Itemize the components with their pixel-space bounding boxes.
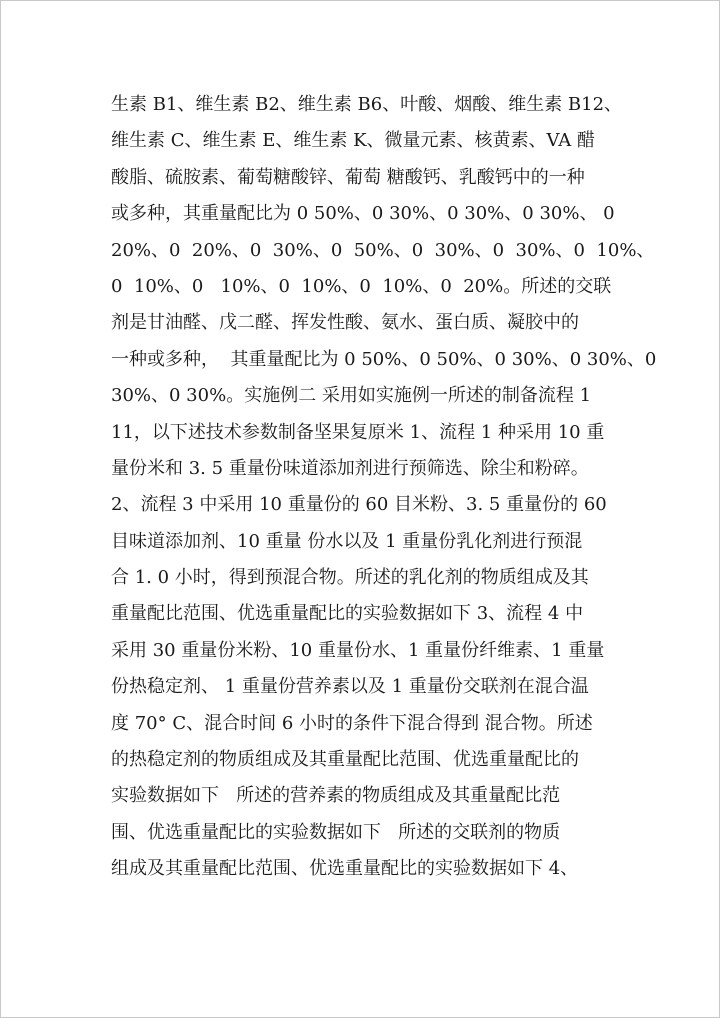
text-line: 酸脂、硫胺素、葡萄糖酸锌、葡萄 糖酸钙、乳酸钙中的一种	[111, 166, 585, 188]
text-line: 2、流程 3 中采用 10 重量份的 60 目米粉、3. 5 重量份的 60	[111, 494, 607, 516]
text-line: 的热稳定剂的物质组成及其重量配比范围、优选重量配比的	[111, 749, 579, 771]
text-line: 11，以下述技术参数制备坚果复原米 1、流程 1 种采用 10 重	[111, 421, 605, 443]
text-line: 量份米和 3. 5 重量份味道添加剂进行预筛选、除尘和粉碎。	[111, 457, 589, 479]
text-line: 重量配比范围、优选重量配比的实验数据如下 3、流程 4 中	[111, 603, 584, 625]
text-line: 生素 B1、维生素 B2、维生素 B6、叶酸、烟酸、维生素 B12、	[111, 94, 623, 115]
text-line: 采用 30 重量份米粉、10 重量份水、1 重量份纤维素、1 重量	[111, 639, 605, 661]
text-line: 30%、0 30%。实施例二 采用如实施例一所述的制备流程 1	[111, 385, 592, 407]
text-line: 0 10%、0 10%、0 10%、0 10%、0 20%。所述的交联	[111, 275, 612, 297]
text-line: 组成及其重量配比范围、优选重量配比的实验数据如下 4、	[111, 858, 579, 880]
text-line: 一种或多种， 其重量配比为 0 50%、0 50%、0 30%、0 30%、0	[111, 348, 657, 370]
text-line: 份热稳定剂、 1 重量份营养素以及 1 重量份交联剂在混合温	[111, 676, 589, 698]
body-text	[111, 87, 657, 888]
text-line: 或多种，其重量配比为 0 50%、0 30%、0 30%、0 30%、 0	[111, 203, 615, 225]
text-line: 20%、0 20%、0 30%、0 50%、0 30%、0 30%、0 10%、	[111, 239, 655, 261]
text-line: 剂是甘油醛、戊二醛、挥发性酸、氨水、蛋白质、凝胶中的	[111, 312, 579, 334]
text-line: 目味道添加剂、10 重量 份水以及 1 重量份乳化剂进行预混	[111, 530, 583, 552]
text-line: 合 1. 0 小时，得到预混合物。所述的乳化剂的物质组成及其	[111, 567, 589, 589]
text-line: 围、优选重量配比的实验数据如下 所述的交联剂的物质	[111, 821, 561, 843]
text-line: 实验数据如下 所述的营养素的物质组成及其重量配比范	[111, 785, 561, 807]
text-line: 维生素 C、维生素 E、维生素 K、微量元素、核黄素、VA 醋	[111, 130, 596, 152]
text-line: 度 70° C、混合时间 6 小时的条件下混合得到 混合物。所述	[111, 712, 593, 734]
